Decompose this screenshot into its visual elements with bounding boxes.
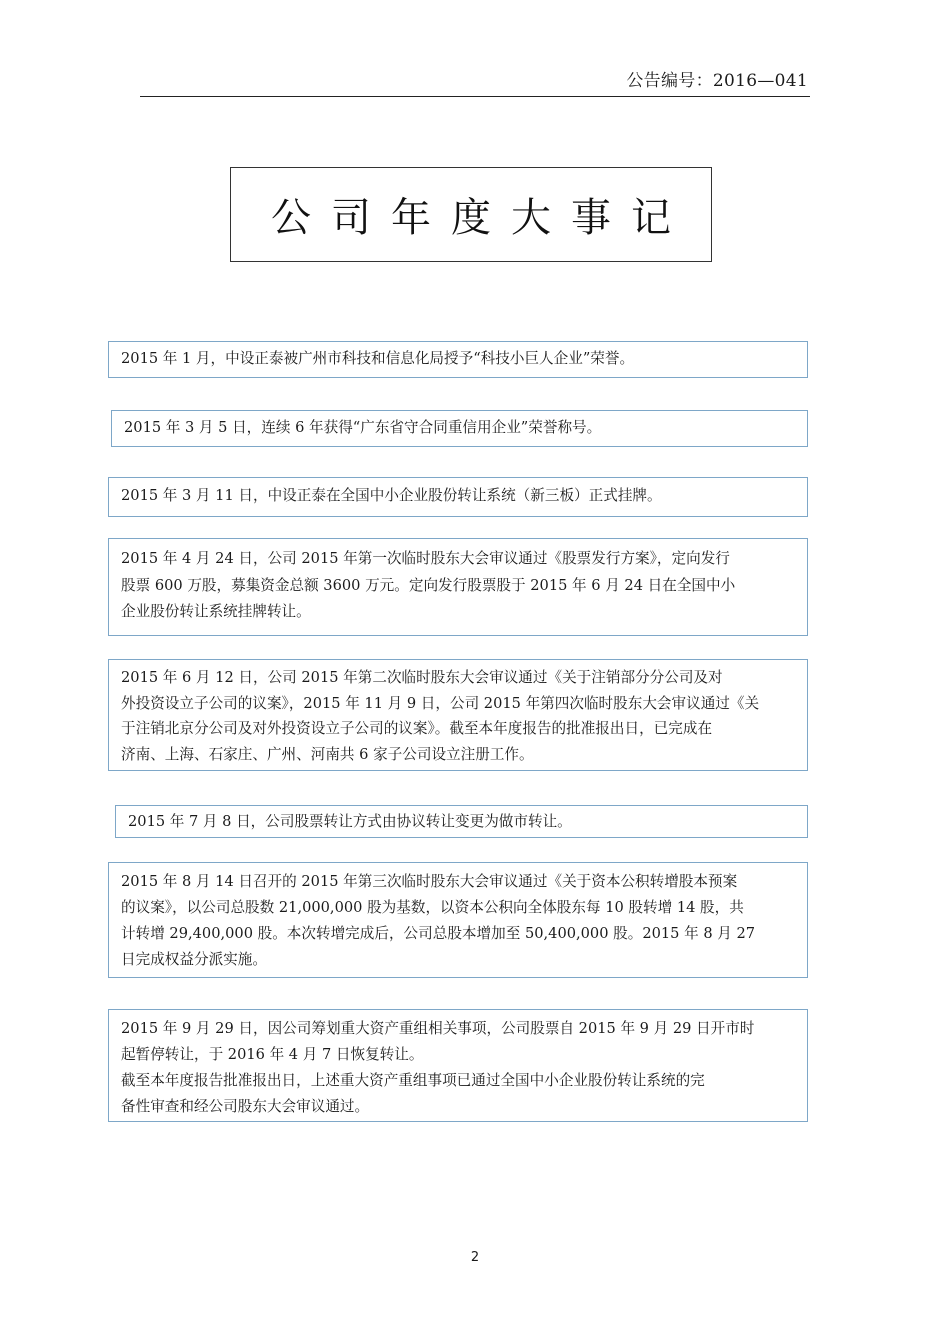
event-text-line: 2015 年 8 月 14 日召开的 2015 年第三次临时股东大会审议通过《关于资本公积转增股本预案 [121, 873, 738, 890]
header-divider [140, 96, 810, 97]
event-text-line: 的议案》，以公司总股数 21,000,000 股为基数，以资本公积向全体股东每 10 股转增 14 股，共 [121, 899, 744, 916]
page-title: 公司年度大事记 [271, 195, 691, 241]
event-item [108, 1009, 808, 1122]
event-text-line: 计转增 29,400,000 股。本次转增完成后，公司总股本增加至 50,400,000 股。2015 年 8 月 27 [121, 925, 756, 942]
event-text-line: 2015 年 4 月 24 日，公司 2015 年第一次临时股东大会审议通过《股票发行方案》，定向发行 [121, 550, 730, 567]
event-text-line: 备性审查和经公司股东大会审议通过。 [121, 1098, 370, 1115]
event-item [111, 410, 808, 447]
event-text-line: 截至本年度报告批准报出日，上述重大资产重组事项已通过全国中小企业股份转让系统的完 [121, 1072, 705, 1089]
event-text-line: 日完成权益分派实施。 [121, 951, 267, 968]
event-text-line: 2015 年 6 月 12 日，公司 2015 年第二次临时股东大会审议通过《关于注销部分分公司及对 [121, 669, 723, 686]
event-text-line: 2015 年 3 月 5 日，连续 6 年获得“广东省守合同重信用企业”荣誉称号。 [124, 419, 602, 436]
event-text-line: 济南、上海、石家庄、广州、河南共 6 家子公司设立注册工作。 [121, 745, 534, 763]
event-text-line: 企业股份转让系统挂牌转让。 [121, 603, 311, 620]
event-item [108, 862, 808, 978]
event-text-line: 起暂停转让，于 2016 年 4 月 7 日恢复转让。 [121, 1046, 424, 1063]
event-text-line: 外投资设立子公司的议案》，2015 年 11 月 9 日，公司 2015 年第四次临时股东大会审议通过《关 [121, 694, 760, 712]
title-box [230, 167, 712, 262]
event-text-line: 股票 600 万股，募集资金总额 3600 万元。定向发行股票股于 2015 年 6 月 24 日在全国中小 [121, 576, 736, 594]
event-text-line: 于注销北京分公司及对外投资设立子公司的议案》。截至本年度报告的批准报出日，已完成在 [121, 720, 713, 737]
event-item [108, 659, 808, 771]
page-number: 2 [470, 1250, 480, 1265]
event-text-line: 2015 年 9 月 29 日，因公司筹划重大资产重组相关事项，公司股票自 2015 年 9 月 29 日开市时 [121, 1020, 755, 1037]
event-item [108, 538, 808, 636]
event-item [115, 805, 808, 838]
event-item [108, 341, 808, 378]
event-text-line: 2015 年 3 月 11 日，中设正泰在全国中小企业股份转让系统（新三板）正式挂牌。 [121, 487, 662, 504]
announcement-number: 公告编号：2016—041 [626, 71, 808, 91]
event-text-line: 2015 年 7 月 8 日，公司股票转让方式由协议转让变更为做市转让。 [128, 813, 572, 830]
event-text-line: 2015 年 1 月，中设正泰被广州市科技和信息化局授予“科技小巨人企业”荣誉。 [121, 350, 635, 367]
event-item [108, 477, 808, 517]
